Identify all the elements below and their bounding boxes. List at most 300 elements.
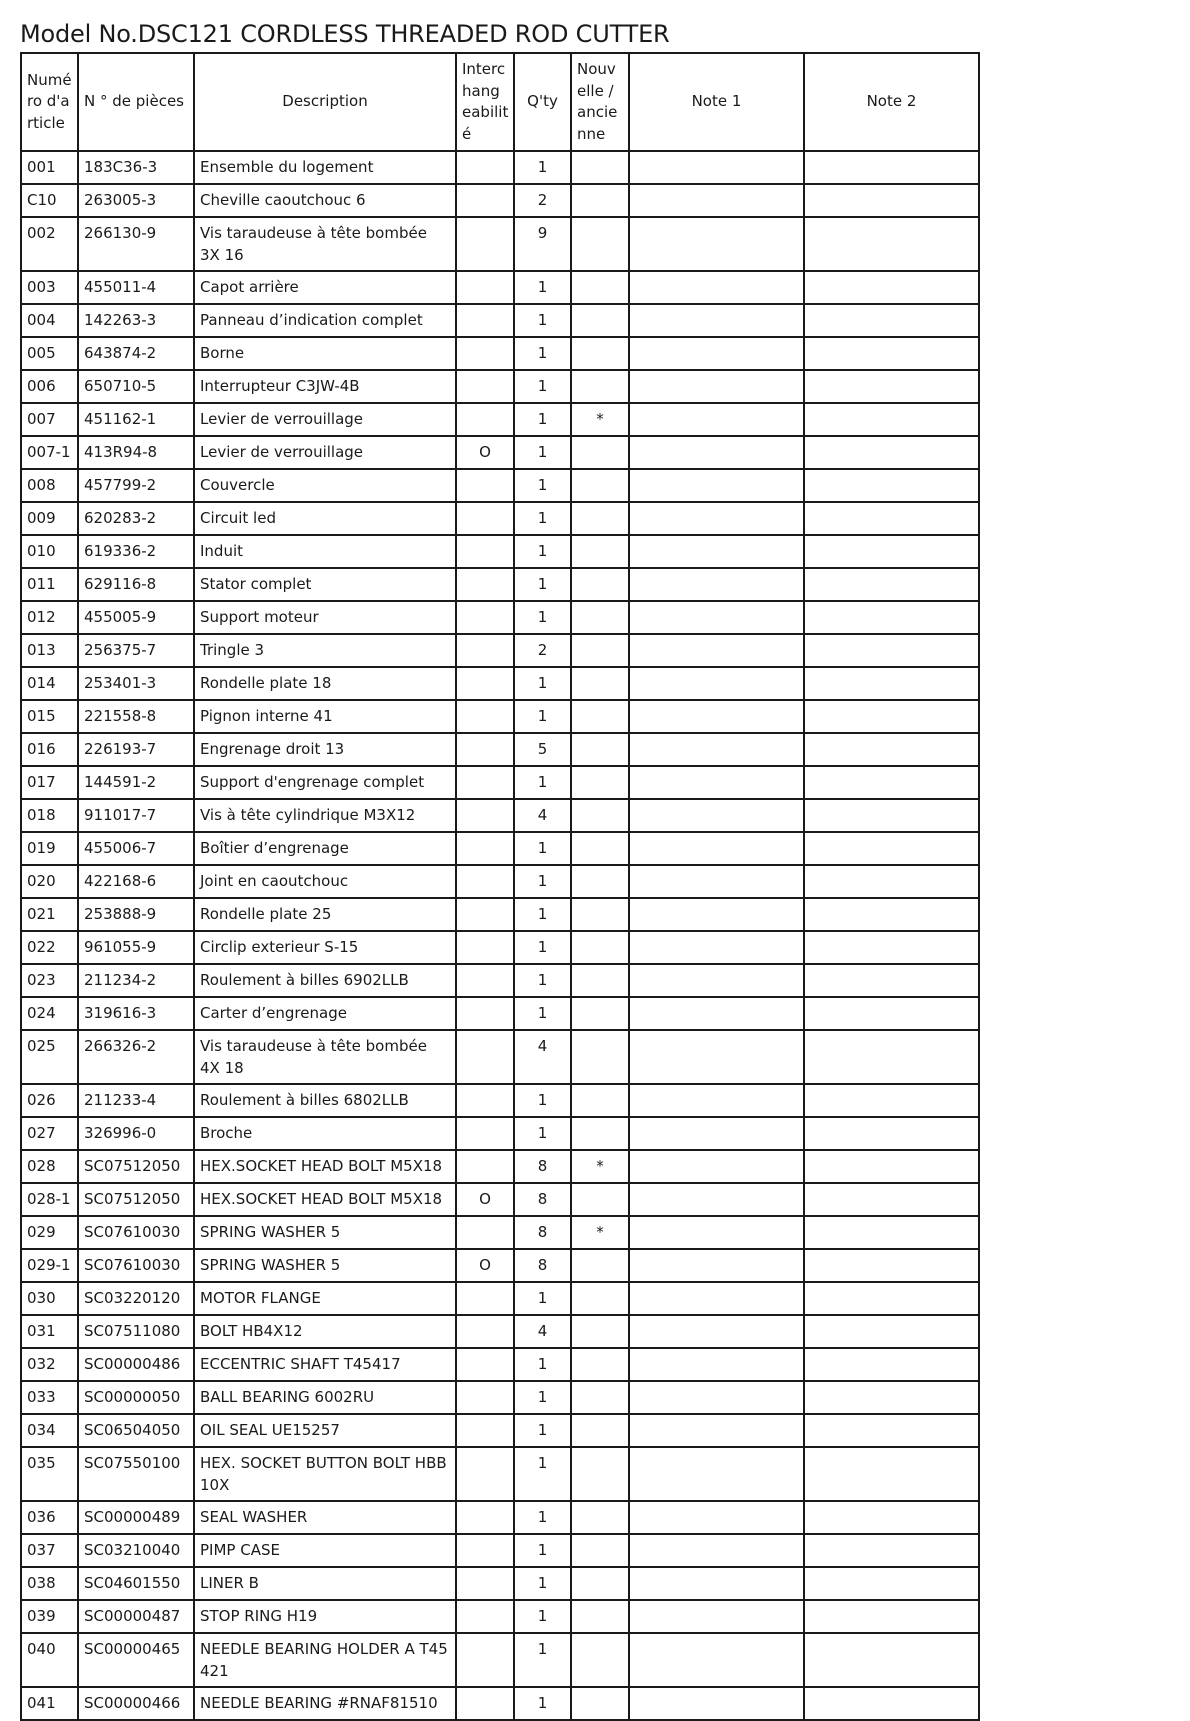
cell-description: Vis taraudeuse à tête bombée 3X 16 (194, 217, 456, 271)
cell-item-no: 039 (21, 1600, 78, 1633)
cell-new-old (571, 271, 629, 304)
cell-new-old (571, 370, 629, 403)
cell-note-2 (804, 1381, 979, 1414)
cell-part-no: 266326-2 (78, 1030, 194, 1084)
cell-note-2 (804, 1183, 979, 1216)
cell-new-old (571, 865, 629, 898)
cell-description: Joint en caoutchouc (194, 865, 456, 898)
table-row (21, 1150, 979, 1183)
cell-item-no: 018 (21, 799, 78, 832)
cell-new-old (571, 1447, 629, 1501)
cell-part-no: SC06504050 (78, 1414, 194, 1447)
cell-qty: 1 (514, 931, 571, 964)
cell-item-no: 001 (21, 151, 78, 184)
cell-item-no: 022 (21, 931, 78, 964)
cell-description: Cheville caoutchouc 6 (194, 184, 456, 217)
cell-part-no: 650710-5 (78, 370, 194, 403)
cell-part-no: SC03210040 (78, 1534, 194, 1567)
cell-note-2 (804, 634, 979, 667)
cell-new-old (571, 700, 629, 733)
cell-note-1 (629, 1315, 804, 1348)
table-row (21, 337, 979, 370)
cell-part-no: SC00000466 (78, 1687, 194, 1720)
cell-note-1 (629, 601, 804, 634)
table-row (21, 898, 979, 931)
cell-qty: 1 (514, 667, 571, 700)
cell-item-no: 029-1 (21, 1249, 78, 1282)
cell-qty: 1 (514, 1633, 571, 1687)
cell-qty: 1 (514, 700, 571, 733)
header-new-old: Nouv elle / ancie nne (571, 53, 629, 151)
cell-new-old (571, 1117, 629, 1150)
cell-qty: 1 (514, 898, 571, 931)
cell-item-no: 003 (21, 271, 78, 304)
cell-part-no: 183C36-3 (78, 151, 194, 184)
cell-note-2 (804, 403, 979, 436)
cell-note-2 (804, 700, 979, 733)
cell-interchangeability (456, 1414, 514, 1447)
cell-part-no: SC07512050 (78, 1150, 194, 1183)
cell-qty: 1 (514, 1348, 571, 1381)
cell-part-no: SC07511080 (78, 1315, 194, 1348)
cell-item-no: 038 (21, 1567, 78, 1600)
cell-description: HEX.SOCKET HEAD BOLT M5X18 (194, 1150, 456, 1183)
cell-note-1 (629, 865, 804, 898)
cell-description: Boîtier d’engrenage (194, 832, 456, 865)
cell-new-old (571, 1030, 629, 1084)
cell-interchangeability: O (456, 1249, 514, 1282)
table-row (21, 1216, 979, 1249)
cell-note-2 (804, 832, 979, 865)
cell-qty: 1 (514, 865, 571, 898)
cell-new-old (571, 1249, 629, 1282)
cell-item-no: 013 (21, 634, 78, 667)
cell-interchangeability (456, 1084, 514, 1117)
table-row (21, 832, 979, 865)
cell-interchangeability (456, 931, 514, 964)
cell-note-2 (804, 733, 979, 766)
cell-interchangeability (456, 700, 514, 733)
cell-interchangeability (456, 1633, 514, 1687)
cell-new-old (571, 1183, 629, 1216)
cell-new-old (571, 1534, 629, 1567)
cell-item-no: 034 (21, 1414, 78, 1447)
cell-new-old (571, 304, 629, 337)
cell-description: Roulement à billes 6802LLB (194, 1084, 456, 1117)
cell-new-old (571, 1633, 629, 1687)
cell-note-1 (629, 997, 804, 1030)
table-row (21, 1633, 979, 1687)
cell-note-2 (804, 1534, 979, 1567)
cell-note-2 (804, 469, 979, 502)
table-row (21, 1282, 979, 1315)
cell-part-no: 457799-2 (78, 469, 194, 502)
table-row (21, 535, 979, 568)
cell-new-old (571, 217, 629, 271)
cell-interchangeability (456, 1534, 514, 1567)
cell-new-old (571, 1567, 629, 1600)
cell-note-1 (629, 1687, 804, 1720)
cell-note-2 (804, 1150, 979, 1183)
cell-description: BALL BEARING 6002RU (194, 1381, 456, 1414)
cell-description: STOP RING H19 (194, 1600, 456, 1633)
cell-new-old (571, 1381, 629, 1414)
cell-description: Capot arrière (194, 271, 456, 304)
table-row (21, 271, 979, 304)
cell-qty: 1 (514, 403, 571, 436)
cell-interchangeability (456, 964, 514, 997)
cell-interchangeability (456, 1216, 514, 1249)
cell-item-no: 004 (21, 304, 78, 337)
cell-item-no: 037 (21, 1534, 78, 1567)
cell-note-2 (804, 1216, 979, 1249)
cell-part-no: SC03220120 (78, 1282, 194, 1315)
cell-description: Borne (194, 337, 456, 370)
cell-note-2 (804, 799, 979, 832)
cell-description: Circuit led (194, 502, 456, 535)
cell-part-no: 455005-9 (78, 601, 194, 634)
cell-description: Couvercle (194, 469, 456, 502)
cell-interchangeability (456, 370, 514, 403)
cell-interchangeability (456, 1687, 514, 1720)
cell-note-1 (629, 271, 804, 304)
cell-qty: 1 (514, 1414, 571, 1447)
cell-part-no: 266130-9 (78, 217, 194, 271)
cell-interchangeability (456, 733, 514, 766)
cell-note-2 (804, 1567, 979, 1600)
cell-interchangeability (456, 403, 514, 436)
cell-interchangeability (456, 1282, 514, 1315)
cell-note-1 (629, 1183, 804, 1216)
cell-note-1 (629, 1381, 804, 1414)
cell-item-no: 012 (21, 601, 78, 634)
cell-part-no: SC04601550 (78, 1567, 194, 1600)
cell-item-no: 014 (21, 667, 78, 700)
cell-description: OIL SEAL UE15257 (194, 1414, 456, 1447)
cell-item-no: 006 (21, 370, 78, 403)
table-row (21, 217, 979, 271)
cell-note-2 (804, 931, 979, 964)
cell-new-old (571, 1501, 629, 1534)
cell-part-no: 253888-9 (78, 898, 194, 931)
cell-note-1 (629, 1150, 804, 1183)
cell-note-1 (629, 184, 804, 217)
cell-interchangeability: O (456, 436, 514, 469)
cell-new-old (571, 535, 629, 568)
cell-note-2 (804, 1600, 979, 1633)
cell-part-no: 911017-7 (78, 799, 194, 832)
table-row (21, 184, 979, 217)
cell-qty: 1 (514, 1447, 571, 1501)
cell-note-2 (804, 436, 979, 469)
cell-new-old (571, 634, 629, 667)
cell-qty: 1 (514, 1567, 571, 1600)
cell-item-no: 020 (21, 865, 78, 898)
cell-item-no: 032 (21, 1348, 78, 1381)
table-row (21, 1030, 979, 1084)
header-description: Description (194, 53, 456, 151)
cell-note-1 (629, 436, 804, 469)
cell-description: ECCENTRIC SHAFT T45417 (194, 1348, 456, 1381)
cell-note-2 (804, 502, 979, 535)
cell-qty: 1 (514, 502, 571, 535)
table-row (21, 304, 979, 337)
cell-note-1 (629, 1084, 804, 1117)
cell-part-no: SC00000486 (78, 1348, 194, 1381)
cell-interchangeability (456, 865, 514, 898)
cell-part-no: 455011-4 (78, 271, 194, 304)
cell-qty: 1 (514, 436, 571, 469)
cell-part-no: 211234-2 (78, 964, 194, 997)
cell-description: Carter d’engrenage (194, 997, 456, 1030)
cell-note-2 (804, 1414, 979, 1447)
cell-new-old (571, 766, 629, 799)
cell-interchangeability (456, 304, 514, 337)
cell-note-1 (629, 1600, 804, 1633)
cell-description: Stator complet (194, 568, 456, 601)
cell-description: PIMP CASE (194, 1534, 456, 1567)
header-qty: Q'ty (514, 53, 571, 151)
cell-description: SEAL WASHER (194, 1501, 456, 1534)
cell-interchangeability (456, 634, 514, 667)
cell-description: Rondelle plate 25 (194, 898, 456, 931)
cell-note-2 (804, 898, 979, 931)
cell-new-old (571, 502, 629, 535)
cell-item-no: 027 (21, 1117, 78, 1150)
table-row (21, 964, 979, 997)
cell-part-no: 619336-2 (78, 535, 194, 568)
table-row (21, 799, 979, 832)
cell-qty: 1 (514, 304, 571, 337)
table-row (21, 1567, 979, 1600)
cell-new-old: * (571, 1216, 629, 1249)
cell-description: Levier de verrouillage (194, 436, 456, 469)
cell-new-old (571, 733, 629, 766)
header-interchangeability: Interc hang eabilit é (456, 53, 514, 151)
cell-new-old (571, 931, 629, 964)
cell-description: Support moteur (194, 601, 456, 634)
cell-interchangeability (456, 535, 514, 568)
cell-interchangeability (456, 151, 514, 184)
cell-part-no: SC07550100 (78, 1447, 194, 1501)
cell-note-1 (629, 151, 804, 184)
cell-note-2 (804, 304, 979, 337)
cell-note-1 (629, 667, 804, 700)
table-row (21, 1084, 979, 1117)
cell-part-no: 643874-2 (78, 337, 194, 370)
cell-note-2 (804, 184, 979, 217)
cell-note-1 (629, 370, 804, 403)
cell-item-no: C10 (21, 184, 78, 217)
table-row (21, 436, 979, 469)
cell-item-no: 026 (21, 1084, 78, 1117)
cell-qty: 4 (514, 1315, 571, 1348)
cell-description: SPRING WASHER 5 (194, 1216, 456, 1249)
cell-part-no: 422168-6 (78, 865, 194, 898)
cell-note-2 (804, 1501, 979, 1534)
cell-qty: 5 (514, 733, 571, 766)
table-row (21, 733, 979, 766)
cell-part-no: 142263-3 (78, 304, 194, 337)
header-item-no: Numé ro d'a rticle (21, 53, 78, 151)
cell-qty: 1 (514, 535, 571, 568)
cell-item-no: 011 (21, 568, 78, 601)
cell-note-1 (629, 535, 804, 568)
cell-new-old (571, 436, 629, 469)
cell-interchangeability (456, 1600, 514, 1633)
cell-note-1 (629, 1633, 804, 1687)
cell-part-no: 620283-2 (78, 502, 194, 535)
cell-new-old (571, 1084, 629, 1117)
header-note-1: Note 1 (629, 53, 804, 151)
cell-interchangeability (456, 601, 514, 634)
cell-item-no: 002 (21, 217, 78, 271)
cell-note-1 (629, 964, 804, 997)
cell-part-no: SC07610030 (78, 1216, 194, 1249)
cell-note-1 (629, 1567, 804, 1600)
cell-note-1 (629, 766, 804, 799)
cell-interchangeability (456, 832, 514, 865)
cell-qty: 1 (514, 568, 571, 601)
cell-note-2 (804, 1084, 979, 1117)
cell-new-old (571, 337, 629, 370)
cell-new-old (571, 997, 629, 1030)
cell-note-1 (629, 634, 804, 667)
cell-note-2 (804, 217, 979, 271)
header-row (21, 53, 979, 151)
cell-note-1 (629, 1282, 804, 1315)
cell-qty: 1 (514, 1117, 571, 1150)
cell-note-2 (804, 964, 979, 997)
cell-description: Interrupteur C3JW-4B (194, 370, 456, 403)
cell-part-no: 263005-3 (78, 184, 194, 217)
cell-note-1 (629, 898, 804, 931)
cell-qty: 1 (514, 964, 571, 997)
cell-item-no: 021 (21, 898, 78, 931)
cell-part-no: 211233-4 (78, 1084, 194, 1117)
table-row (21, 1600, 979, 1633)
cell-note-2 (804, 370, 979, 403)
cell-note-1 (629, 1414, 804, 1447)
cell-description: Induit (194, 535, 456, 568)
cell-note-1 (629, 217, 804, 271)
cell-note-2 (804, 667, 979, 700)
cell-interchangeability (456, 1501, 514, 1534)
cell-description: Pignon interne 41 (194, 700, 456, 733)
cell-note-2 (804, 568, 979, 601)
cell-part-no: 455006-7 (78, 832, 194, 865)
cell-item-no: 031 (21, 1315, 78, 1348)
cell-part-no: 221558-8 (78, 700, 194, 733)
table-row (21, 634, 979, 667)
cell-interchangeability (456, 799, 514, 832)
cell-qty: 4 (514, 1030, 571, 1084)
cell-note-1 (629, 337, 804, 370)
cell-interchangeability (456, 217, 514, 271)
cell-new-old (571, 1348, 629, 1381)
cell-qty: 1 (514, 151, 571, 184)
cell-new-old (571, 469, 629, 502)
cell-description: Broche (194, 1117, 456, 1150)
cell-qty: 9 (514, 217, 571, 271)
cell-item-no: 009 (21, 502, 78, 535)
cell-note-2 (804, 1633, 979, 1687)
cell-interchangeability (456, 568, 514, 601)
cell-description: MOTOR FLANGE (194, 1282, 456, 1315)
table-row (21, 403, 979, 436)
cell-item-no: 005 (21, 337, 78, 370)
cell-note-1 (629, 568, 804, 601)
cell-qty: 8 (514, 1183, 571, 1216)
cell-note-2 (804, 535, 979, 568)
table-row (21, 601, 979, 634)
cell-description: Vis taraudeuse à tête bombée 4X 18 (194, 1030, 456, 1084)
table-row (21, 1183, 979, 1216)
cell-note-2 (804, 1282, 979, 1315)
cell-interchangeability (456, 271, 514, 304)
cell-item-no: 040 (21, 1633, 78, 1687)
table-row (21, 1381, 979, 1414)
cell-interchangeability (456, 667, 514, 700)
table-row (21, 931, 979, 964)
cell-note-2 (804, 601, 979, 634)
cell-note-1 (629, 1447, 804, 1501)
cell-interchangeability (456, 184, 514, 217)
cell-description: BOLT HB4X12 (194, 1315, 456, 1348)
cell-interchangeability (456, 1117, 514, 1150)
cell-item-no: 033 (21, 1381, 78, 1414)
cell-interchangeability (456, 1315, 514, 1348)
cell-new-old (571, 1282, 629, 1315)
cell-new-old (571, 151, 629, 184)
cell-description: HEX. SOCKET BUTTON BOLT HBB 10X (194, 1447, 456, 1501)
table-row (21, 1501, 979, 1534)
cell-description: LINER B (194, 1567, 456, 1600)
table-row (21, 1249, 979, 1282)
cell-interchangeability (456, 766, 514, 799)
cell-new-old (571, 898, 629, 931)
cell-part-no: 319616-3 (78, 997, 194, 1030)
cell-part-no: 629116-8 (78, 568, 194, 601)
cell-part-no: 413R94-8 (78, 436, 194, 469)
cell-note-2 (804, 1447, 979, 1501)
cell-part-no: SC00000050 (78, 1381, 194, 1414)
cell-part-no: SC00000489 (78, 1501, 194, 1534)
cell-interchangeability (456, 898, 514, 931)
parts-table (20, 52, 980, 1721)
cell-qty: 1 (514, 832, 571, 865)
cell-interchangeability (456, 1150, 514, 1183)
cell-qty: 1 (514, 1534, 571, 1567)
cell-qty: 1 (514, 997, 571, 1030)
cell-part-no: SC07610030 (78, 1249, 194, 1282)
table-row (21, 502, 979, 535)
cell-note-1 (629, 469, 804, 502)
cell-item-no: 008 (21, 469, 78, 502)
cell-qty: 1 (514, 1501, 571, 1534)
cell-qty: 4 (514, 799, 571, 832)
cell-interchangeability (456, 1381, 514, 1414)
cell-description: Engrenage droit 13 (194, 733, 456, 766)
cell-description: NEEDLE BEARING #RNAF81510 (194, 1687, 456, 1720)
header-note-2: Note 2 (804, 53, 979, 151)
table-row (21, 1687, 979, 1720)
cell-note-1 (629, 832, 804, 865)
cell-part-no: 326996-0 (78, 1117, 194, 1150)
cell-qty: 1 (514, 370, 571, 403)
table-row (21, 1414, 979, 1447)
cell-note-1 (629, 403, 804, 436)
